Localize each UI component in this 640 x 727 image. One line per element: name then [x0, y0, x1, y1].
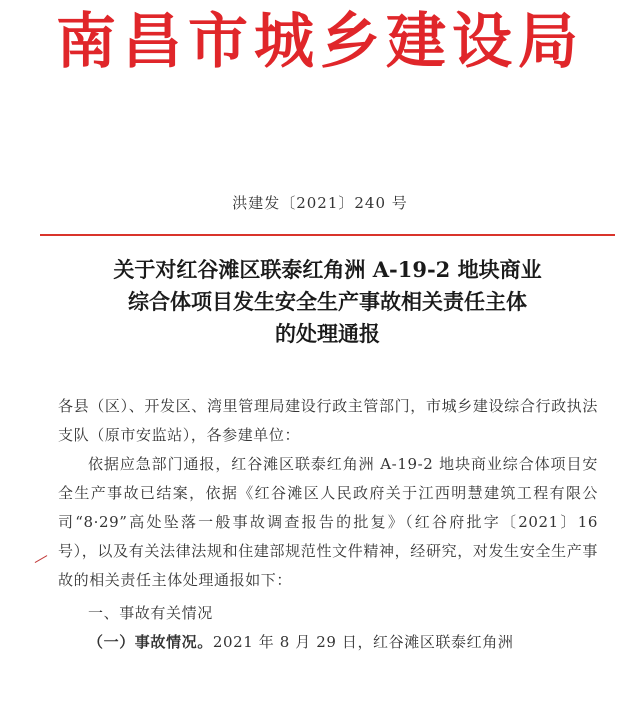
- body-paragraph-1: 依据应急部门通报，红谷滩区联泰红角洲 A-19-2 地块商业综合体项目安全生产事故已结案，依据《红谷滩区人民政府关于江西明慧建筑工程有限公司“8·29”高处坠落一般事故调查报告的批复》（红谷府批字〔2021〕16 号），以及有关法律法规和住建部规范性文件精神，经研究，对发生安全生产事故的相关责任主体处理通报如下：: [58, 455, 598, 589]
- document-body: [58, 392, 598, 657]
- section-heading-1: 一、事故有关情况: [88, 604, 213, 622]
- handwritten-tick-mark: [35, 555, 52, 570]
- red-divider-line: [40, 234, 615, 236]
- title-line-1: 关于对红谷滩区联泰红角洲 A-19-2 地块商业: [113, 257, 542, 282]
- subsection-1: [58, 628, 598, 657]
- subsection-1-label: （一）事故情况。: [88, 633, 213, 651]
- title-line-2: 综合体项目发生安全生产事故相关责任主体: [128, 289, 527, 314]
- recipients-paragraph: 各县（区）、开发区、湾里管理局建设行政主管部门，市城乡建设综合行政执法支队（原市安监站），各参建单位：: [58, 397, 598, 444]
- subsection-1-text: 2021 年 8 月 29 日，红谷滩区联泰红角洲: [212, 633, 514, 651]
- agency-header: 南昌市城乡建设局: [56, 7, 584, 77]
- document-title: [40, 254, 615, 350]
- document-number: 洪建发〔2021〕240 号: [232, 194, 408, 212]
- title-line-3: 的处理通报: [275, 321, 380, 346]
